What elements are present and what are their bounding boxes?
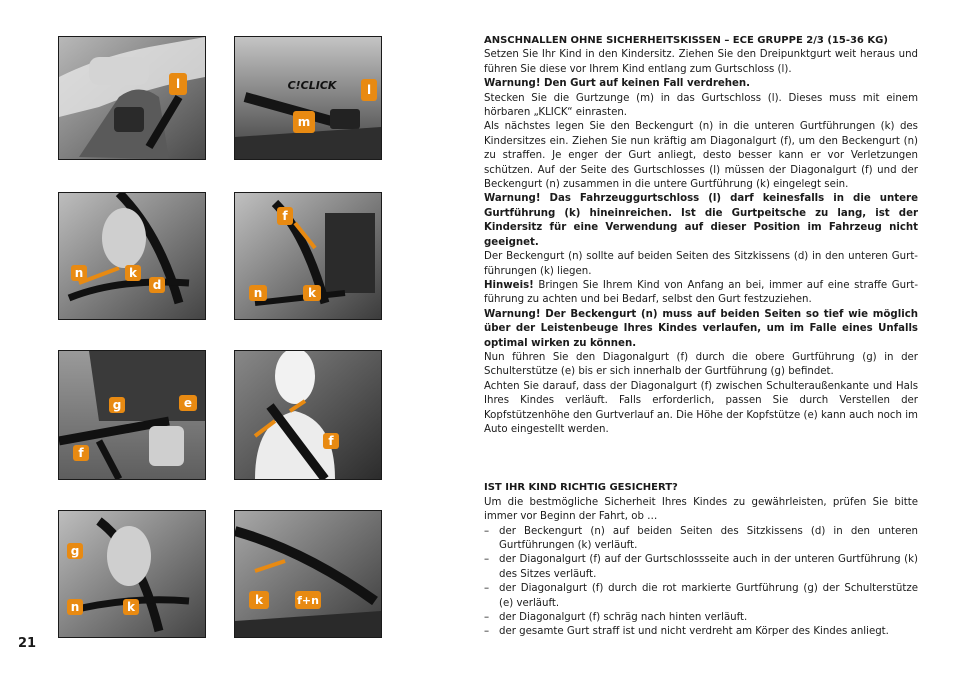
illustration-diagonal-belt (234, 192, 382, 320)
label-f: f (73, 445, 89, 461)
label-e: e (179, 395, 197, 411)
paragraph: Achten Sie darauf, dass der Diagonalgurt (f) zwischen Schulteraußenkante und Hals Ihres Kindes verläuft. Falls erforderlich, passen Sie durch Verstellen der Kopfstützenhöhe den Gurtverlauf an. Die Höhe der Kopfstütze (e) kann auch noch im Auto eingestellt werden. (484, 380, 918, 435)
label-f-plus-n: f+n (295, 591, 321, 609)
paragraph: Um die bestmögliche Sicherheit Ihres Kindes zu gewährleisten, prüfen Sie bitte immer vor Beginn der Fahrt, ob … (484, 496, 918, 523)
page-number: 21 (18, 636, 37, 651)
hint-label: Hinweis! (484, 279, 534, 291)
click-label: C!CLICK (287, 78, 337, 92)
paragraph: Stecken Sie die Gurtzunge (m) in das Gurtschloss (l). Dieses muss mit einem hörbaren „KLICK“ einrasten. (484, 92, 918, 119)
illustration-shoulder-guide (58, 350, 206, 480)
illustration-check-lower-guide (234, 510, 382, 638)
label-g: g (67, 543, 83, 559)
illustration-buckle-click (234, 36, 382, 160)
label-l: l (169, 73, 187, 95)
checklist-item: – der gesamte Gurt straff ist und nicht verdreht am Körper des Kindes anliegt. (484, 625, 918, 639)
illustration-buckle-insert (58, 36, 206, 160)
label-g: g (109, 397, 125, 413)
checklist-item: – der Diagonalgurt (f) auf der Gurtschlossseite auch in der unteren Gurtführung (k) des Sitzes verläuft. (484, 553, 918, 582)
checklist (484, 525, 918, 640)
checklist-item: – der Diagonalgurt (f) schräg nach hinten verläuft. (484, 611, 918, 625)
label-l: l (361, 79, 377, 101)
paragraph: Setzen Sie Ihr Kind in den Kindersitz. Ziehen Sie den Dreipunktgurt weit heraus und führen Sie diese vor Ihrem Kind entlang zum Gurtschloss (l). (484, 49, 918, 75)
label-n: n (67, 599, 83, 615)
label-m: m (293, 111, 315, 133)
label-k: k (125, 265, 141, 281)
paragraph: Nun führen Sie den Diagonalgurt (f) durch die obere Gurtführung (g) in der Schulterstütze (e) bis er sich innerhalb der Gurtführung (g) befindet. (484, 351, 918, 378)
illustration-lap-belt (58, 192, 206, 320)
label-d: d (149, 277, 165, 293)
illustration-belt-neck (234, 350, 382, 480)
hint-paragraph (484, 279, 918, 308)
illustration-check-lap (58, 510, 206, 638)
checklist-item: – der Beckengurt (n) auf beiden Seiten des Sitzkissens (d) in den unteren Gurtführungen (k) verläuft. (484, 525, 918, 554)
instructions-column (484, 34, 918, 640)
label-n: n (249, 285, 267, 301)
section-heading-fastening: ANSCHNALLEN OHNE SICHERHEITSKISSEN – ECE GRUPPE 2/3 (15-36 KG) (484, 35, 888, 46)
warning-text: Warnung! Das Fahrzeuggurtschloss (l) darf keinesfalls in die untere Gurtführung (k) hineinreichen. Ist die Gurtpeitsche zu lang, ist der Kindersitz für eine Verwendung auf dieser Position im Fahrzeug nicht geeignet. (484, 193, 918, 248)
warning-text: Warnung! Den Gurt auf keinen Fall verdrehen. (484, 78, 751, 90)
label-f: f (323, 433, 339, 449)
warning-text: Warnung! Der Beckengurt (n) muss auf beiden Seiten so tief wie möglich über der Leistenbeuge Ihres Kindes verlaufen, um im Falle eines Unfalls optimal wirken zu können. (484, 308, 918, 349)
paragraph: Als nächstes legen Sie den Beckengurt (n) in die unteren Gurtführungen (k) des Kindersitzes ein. Ziehen Sie nun kräftig am Diagonalgurt (f), um den Beckengurt (n) zu straffen. Je enger der Gurt anliegt, desto besser kann er vor Verletzungen schützen. Auf der Seite des Gurtschlosses (l) müssen der Diagonalgurt (f) und der Beckengurt (n) zusammen in die untere Gurtführung (k) eingelegt sein. (484, 121, 918, 191)
section-heading-check: IST IHR KIND RICHTIG GESICHERT? (484, 482, 678, 494)
label-f: f (277, 207, 293, 225)
paragraph: Der Beckengurt (n) sollte auf beiden Seiten des Sitzkissens (d) in den unteren Gurt-führungen (k) liegen. (484, 251, 918, 277)
checklist-item: – der Diagonalgurt (f) durch die rot markierte Gurtführung (g) der Schulterstütze (e) verläuft. (484, 582, 918, 611)
label-n: n (71, 265, 87, 281)
hint-text: Bringen Sie Ihrem Kind von Anfang an bei, immer auf eine straffe Gurt-führung zu achten und bei Bedarf, selbst den Gurt festzuziehen. (484, 279, 918, 306)
label-k: k (303, 285, 321, 301)
label-k: k (123, 599, 139, 615)
label-k: k (249, 591, 269, 609)
